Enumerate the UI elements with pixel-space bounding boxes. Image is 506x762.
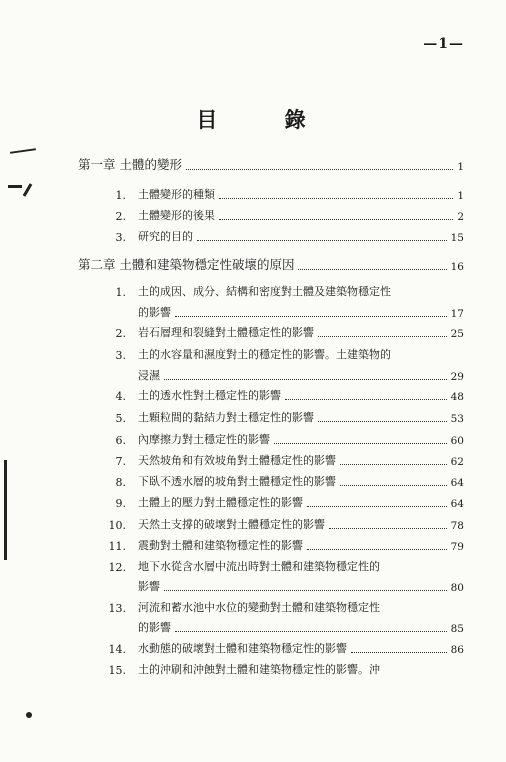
section-label: 內摩擦力對土穩定性的影響: [138, 433, 270, 446]
page-ref: 29: [450, 371, 464, 383]
section-label: 土的成因、成分、結構和密度對土體及建築物穩定性: [138, 285, 391, 298]
chapter-label: 第一章 土體的變形: [78, 157, 182, 172]
section-number: 3.: [115, 349, 126, 362]
scan-mark: [23, 183, 33, 197]
section-entry[interactable]: [104, 283, 464, 299]
dot-leader: [219, 198, 453, 199]
scan-mark: [26, 712, 32, 718]
page-ref: 25: [450, 328, 464, 340]
page-ref: 62: [450, 456, 464, 468]
page-ref: 1: [457, 190, 464, 202]
chapter-entry[interactable]: [78, 255, 464, 273]
section-number: 7.: [115, 455, 126, 468]
section-number: 5.: [115, 412, 126, 425]
page-number: —1—: [423, 36, 464, 52]
dot-leader: [285, 399, 447, 400]
page-ref: 78: [450, 520, 464, 532]
section-number: 13.: [108, 602, 126, 615]
section-entry[interactable]: [104, 494, 464, 510]
dot-leader: [340, 485, 447, 486]
section-entry[interactable]: [104, 599, 464, 615]
section-label: 土顆粒間的黏結力對土穩定性的影響: [138, 411, 314, 424]
section-label: 土的沖刷和沖蝕對土體和建築物穩定性的影響。沖: [138, 663, 380, 676]
section-entry[interactable]: [104, 473, 464, 489]
section-label: 地下水從含水層中流出時對土體和建築物穩定性的: [138, 560, 380, 573]
section-label: 土體上的壓力對土體穩定性的影響: [138, 496, 303, 509]
page-ref: 86: [450, 644, 464, 656]
chapter-label: 第二章 土體和建築物穩定性破壞的原因: [78, 257, 295, 272]
page-ref: 17: [450, 308, 464, 320]
page-ref: 79: [450, 541, 464, 553]
section-label-cont: 的影響: [138, 621, 171, 634]
dot-leader: [274, 443, 447, 444]
page-ref: 64: [450, 498, 464, 510]
section-number: 3.: [115, 231, 126, 244]
dot-leader: [186, 169, 453, 170]
section-number: 2.: [115, 327, 126, 340]
dot-leader: [307, 549, 447, 550]
section-entry[interactable]: [104, 228, 464, 244]
section-entry[interactable]: [104, 346, 464, 362]
section-label: 震動對土體和建築物穩定性的影響: [138, 539, 303, 552]
page-ref: 80: [450, 582, 464, 594]
scan-mark: [10, 148, 36, 154]
section-entry[interactable]: [104, 387, 464, 403]
section-entry[interactable]: [104, 207, 464, 223]
section-number: 6.: [115, 434, 126, 447]
section-entry[interactable]: [104, 452, 464, 468]
page-ref: 48: [450, 391, 464, 403]
section-number: 14.: [108, 643, 126, 656]
section-entry[interactable]: [104, 661, 464, 677]
dot-leader: [175, 316, 447, 317]
section-label: 水動態的破壞對土體和建築物穩定性的影響: [138, 642, 347, 655]
section-entry[interactable]: [104, 516, 464, 532]
page-ref: 1: [457, 161, 464, 173]
section-continuation[interactable]: [138, 619, 464, 635]
page-ref: 53: [450, 413, 464, 425]
section-number: 12.: [108, 561, 126, 574]
section-number: 8.: [115, 476, 126, 489]
section-entry[interactable]: [104, 558, 464, 574]
scan-mark: [4, 460, 7, 560]
page-ref: 2: [457, 211, 464, 223]
page-ref: 16: [450, 261, 464, 273]
page-ref: 60: [450, 435, 464, 447]
dot-leader: [175, 631, 447, 632]
section-label: 下臥不透水層的坡角對土體穩定性的影響: [138, 475, 336, 488]
section-label: 河流和蓄水池中水位的變動對土體和建築物穩定性: [138, 601, 380, 614]
chapter-entry[interactable]: [78, 155, 464, 173]
section-label: 土體變形的後果: [138, 209, 215, 222]
section-number: 1.: [115, 189, 126, 202]
page-ref: 15: [450, 232, 464, 244]
section-number: 15.: [108, 664, 126, 677]
dot-leader: [164, 379, 447, 380]
dot-leader: [340, 464, 447, 465]
section-label: 土體變形的種類: [138, 188, 215, 201]
section-entry[interactable]: [104, 186, 464, 202]
section-continuation[interactable]: [138, 578, 464, 594]
section-label: 土的透水性對土穩定性的影響: [138, 389, 281, 402]
section-entry[interactable]: [104, 537, 464, 553]
section-number: 9.: [115, 497, 126, 510]
dot-leader: [197, 240, 447, 241]
dot-leader: [318, 336, 447, 337]
section-label: 天然坡角和有效坡角對土體穩定性的影響: [138, 454, 336, 467]
page-ref: 64: [450, 477, 464, 489]
section-number: 10.: [108, 519, 126, 532]
section-entry[interactable]: [104, 431, 464, 447]
dot-leader: [329, 528, 447, 529]
section-entry[interactable]: [104, 324, 464, 340]
section-number: 2.: [115, 210, 126, 223]
section-label: 研究的目的: [138, 230, 193, 243]
section-entry[interactable]: [104, 409, 464, 425]
dot-leader: [351, 652, 447, 653]
toc-title: 目 錄: [196, 107, 336, 132]
dot-leader: [164, 590, 447, 591]
section-number: 4.: [115, 390, 126, 403]
section-number: 11.: [108, 540, 126, 553]
dot-leader: [318, 421, 447, 422]
section-label-cont: 浸濕: [138, 369, 160, 382]
section-label: 岩石層理和裂縫對土體穩定性的影響: [138, 326, 314, 339]
dot-leader: [307, 506, 447, 507]
scan-mark: [8, 185, 22, 188]
section-number: 1.: [115, 286, 126, 299]
dot-leader: [298, 269, 446, 270]
section-label: 天然土支撐的破壞對土體穩定性的影響: [138, 518, 325, 531]
page-ref: 85: [450, 623, 464, 635]
section-continuation[interactable]: [138, 367, 464, 383]
section-label-cont: 影響: [138, 580, 160, 593]
section-continuation[interactable]: [138, 304, 464, 320]
section-label-cont: 的影響: [138, 306, 171, 319]
section-entry[interactable]: [104, 640, 464, 656]
section-label: 土的水容量和濕度對土的穩定性的影響。土建築物的: [138, 348, 391, 361]
dot-leader: [219, 219, 453, 220]
